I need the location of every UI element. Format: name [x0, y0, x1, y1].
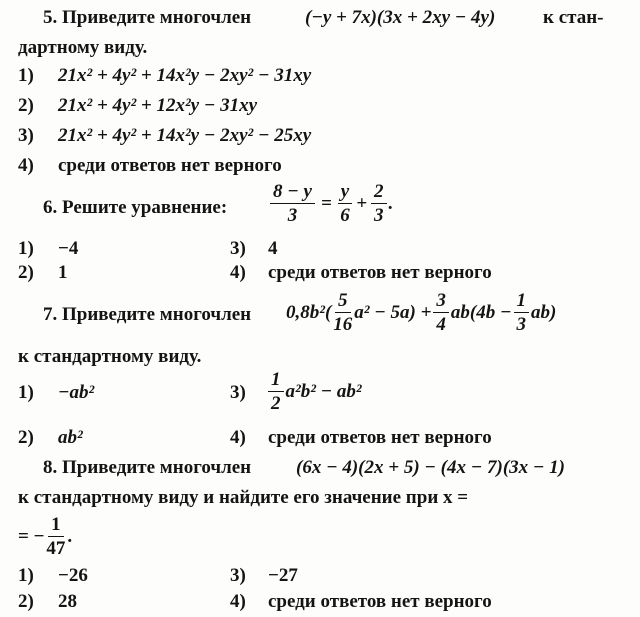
task6-plus: +	[356, 193, 368, 214]
task6-option-1-num: 1)	[18, 238, 34, 259]
task6-option-3-text: 4	[268, 238, 278, 259]
task6-option-2-text: 1	[58, 262, 68, 283]
task7-fraction-1-denominator: 16	[333, 314, 353, 335]
task8-fraction	[46, 515, 65, 558]
task8-fraction-denominator: 47	[46, 538, 66, 559]
task7-fraction-2-denominator: 4	[436, 314, 446, 335]
task5-option-2-text: 21x² + 4y² + 12x²y − 31xy	[58, 95, 258, 116]
task5-option-1-num: 1)	[18, 65, 34, 86]
task7-part-1: 0,8b²(	[286, 302, 332, 323]
task7-option-3-expression	[266, 370, 362, 413]
task7-option-3-numerator: 1	[268, 370, 284, 392]
task8-fraction-numerator: 1	[48, 515, 64, 537]
task7-line2: к стандартному виду.	[18, 346, 202, 367]
task7-fraction-3	[514, 291, 530, 334]
task7-fraction-3-denominator: 3	[516, 314, 526, 335]
task8-line3-prefix: = −	[18, 526, 45, 547]
task7-title: 7. Приведите многочлен	[43, 304, 252, 325]
task6-title: 6. Решите уравнение:	[43, 197, 228, 218]
task6-equals: =	[320, 193, 332, 214]
task7-option-3-fraction	[268, 370, 284, 413]
task6-option-1-text: −4	[58, 238, 79, 259]
task8-option-3-text: −27	[268, 565, 298, 586]
task7-option-4-num: 4)	[230, 427, 246, 448]
task5-tail: к стан-	[543, 7, 604, 28]
task6-fraction-3-denominator: 3	[374, 205, 384, 226]
task7-part-3: ab(4b −	[450, 302, 512, 323]
task6-period: .	[388, 193, 394, 214]
task6-option-2-num: 2)	[18, 262, 34, 283]
task8-line2: к стандартному виду и найдите его значение при x =	[18, 487, 469, 508]
task8-title: 8. Приведите многочлен	[43, 457, 252, 478]
task7-fraction-3-numerator: 1	[514, 291, 530, 313]
task5-option-3-text: 21x² + 4y² + 14x²y − 2xy² − 25xy	[58, 125, 312, 146]
task6-option-3-num: 3)	[230, 238, 246, 259]
task6-fraction-1-denominator: 3	[287, 205, 298, 226]
task8-option-1-text: −26	[58, 565, 88, 586]
task7-fraction-2	[433, 291, 449, 334]
task8-expression: (6x − 4)(2x + 5) − (4x − 7)(3x − 1)	[296, 457, 565, 478]
task7-option-3-denominator: 2	[271, 393, 281, 414]
task8-option-2-text: 28	[58, 591, 77, 612]
task5-option-2-num: 2)	[18, 95, 34, 116]
task7-fraction-2-numerator: 3	[433, 291, 449, 313]
task6-fraction-3-numerator: 2	[371, 182, 387, 204]
task6-fraction-1	[270, 182, 315, 225]
task7-option-2-num: 2)	[18, 427, 34, 448]
task7-option-3-num: 3)	[230, 382, 246, 403]
task6-equation	[268, 182, 393, 225]
task8-option-3-num: 3)	[230, 565, 246, 586]
task6-fraction-2	[338, 182, 352, 225]
task7-option-4-text: среди ответов нет верного	[268, 427, 492, 448]
task8-option-4-num: 4)	[230, 591, 246, 612]
task8-option-1-num: 1)	[18, 565, 34, 586]
task7-part-2: a² − 5a) +	[354, 302, 432, 323]
task5-option-4-text: среди ответов нет верного	[58, 155, 282, 176]
task7-option-2-text: ab²	[58, 427, 83, 448]
task6-fraction-2-denominator: 6	[340, 205, 350, 226]
task5-option-1-text: 21x² + 4y² + 14x²y − 2xy² − 31xy	[58, 65, 312, 86]
task5-line2: дартному виду.	[18, 37, 148, 58]
task5-title: 5. Приведите многочлен	[43, 7, 252, 28]
task6-fraction-2-numerator: y	[338, 182, 352, 204]
task5-option-4-num: 4)	[18, 155, 34, 176]
task7-part-4: ab)	[531, 302, 557, 323]
task6-fraction-1-numerator: 8 − y	[270, 182, 315, 204]
task7-option-1-num: 1)	[18, 382, 34, 403]
task7-option-1-text: −ab²	[58, 382, 95, 403]
task7-expression	[286, 291, 556, 334]
task7-option-3-text: a²b² − ab²	[285, 381, 362, 402]
task8-line3	[18, 515, 72, 558]
task6-option-4-text: среди ответов нет верного	[268, 262, 492, 283]
task5-option-3-num: 3)	[18, 125, 34, 146]
task6-fraction-3	[371, 182, 387, 225]
task8-period: .	[67, 526, 73, 547]
task7-fraction-1	[333, 291, 352, 334]
task8-option-2-num: 2)	[18, 591, 34, 612]
task8-option-4-text: среди ответов нет верного	[268, 591, 492, 612]
task5-expression: (−y + 7x)(3x + 2xy − 4y)	[305, 7, 496, 28]
task7-fraction-1-numerator: 5	[335, 291, 351, 313]
task6-option-4-num: 4)	[230, 262, 246, 283]
